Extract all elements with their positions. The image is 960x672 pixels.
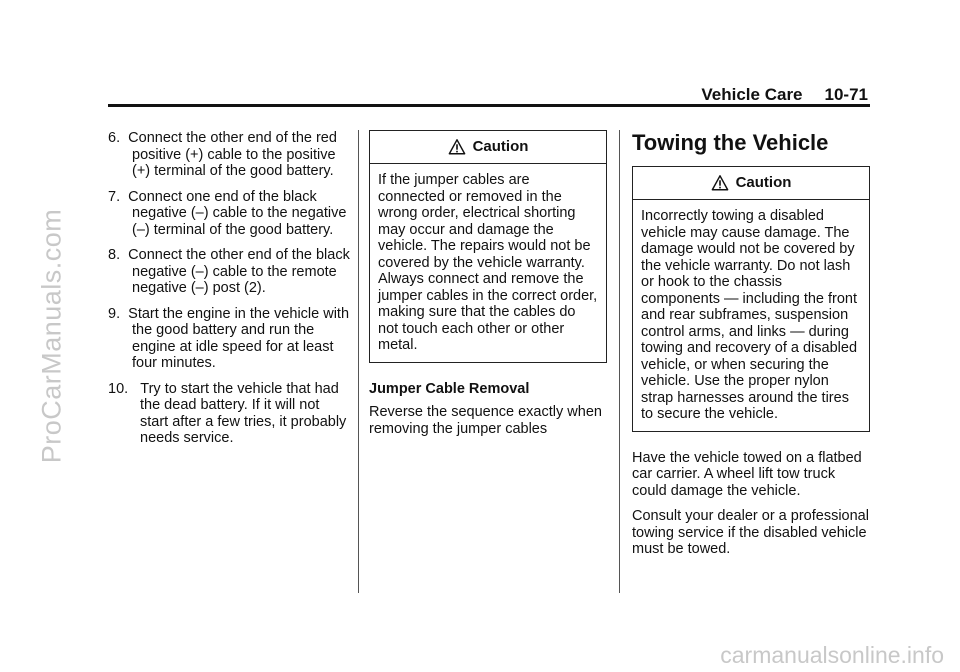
caution-header [633, 167, 869, 200]
step-6: 6. Connect the other end of the red positive (+) cable to the positive (+) terminal of the good battery. [108, 130, 337, 179]
caution-header [370, 131, 606, 164]
towing-paragraph-2: Consult your dealer or a professional towing service if the disabled vehicle must be towed. [632, 508, 869, 557]
step-10: 10. Try to start the vehicle that had the dead battery. If it will not start after a few tries, it probably needs service. [108, 380, 347, 446]
header-rule [108, 104, 870, 107]
column-divider-1 [358, 130, 359, 593]
page-header [701, 85, 868, 105]
page-number: 10-71 [824, 85, 868, 104]
caution-title: Caution [735, 173, 792, 191]
step-9: 9. Start the engine in the vehicle with the good battery and run the engine at idle speed for at least four minutes. [108, 305, 350, 371]
caution-text: Incorrectly towing a disabled vehicle may cause damage. The damage would not be covered by the vehicle warranty. Do not lash or hook to the chassis components — including the front and rear subframes, suspension control arms, and links — during towing and recovery of a disabled vehicle, or when securing the vehicle. Use the proper nylon strap harnesses around the tires to secure the vehicle. [641, 208, 858, 422]
bottom-watermark: carmanualsonline.info [720, 642, 944, 668]
column-2 [369, 130, 607, 446]
removal-text: Reverse the sequence exactly when removing the jumper cables [369, 404, 602, 437]
column-3 [632, 130, 870, 567]
caution-triangle-icon [711, 174, 729, 192]
caution-triangle-icon [448, 138, 466, 156]
section-title: Vehicle Care [701, 85, 803, 104]
caution-text: If the jumper cables are connected or removed in the wrong order, electrical shorting may occur and damage the vehicle. The repairs would not be covered by the vehicle warranty. Always connect and remove the jumper cables in the correct order, making sure that the cables do not touch each other or other metal. [378, 172, 598, 353]
side-watermark: ProCarManuals.com [36, 208, 67, 464]
towing-paragraph-1: Have the vehicle towed on a flatbed car carrier. A wheel lift tow truck could damage the vehicle. [632, 449, 862, 499]
jumper-caution-box [369, 130, 607, 363]
caution-title: Caution [472, 137, 529, 155]
column-1 [108, 130, 350, 456]
column-divider-2 [619, 130, 620, 593]
step-8: 8. Connect the other end of the black negative (–) cable to the remote negative (–) post (2). [108, 247, 350, 296]
towing-caution-box [632, 166, 870, 432]
step-7: 7. Connect one end of the black negative (–) cable to the negative (–) terminal of the good battery. [108, 188, 347, 238]
towing-heading: Towing the Vehicle [632, 130, 829, 155]
removal-heading: Jumper Cable Removal [369, 380, 530, 397]
